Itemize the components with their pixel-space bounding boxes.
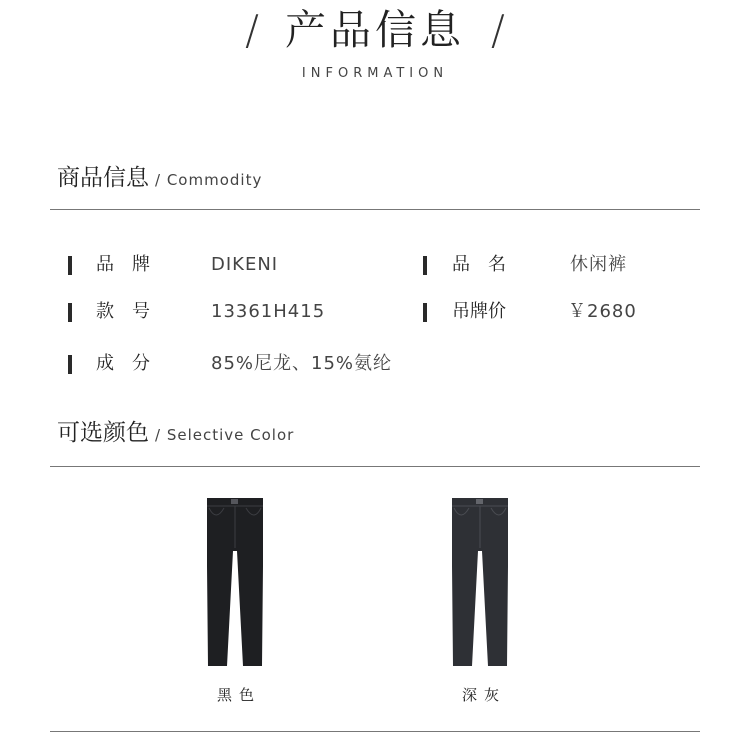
style-number-value: 13361H415 <box>211 301 326 322</box>
header-subtitle: INFORMATION <box>301 66 449 81</box>
color-option-dark-grey-label: 深灰 <box>461 686 506 704</box>
product-name-marker <box>423 256 427 275</box>
pants-black-image <box>204 496 266 668</box>
commodity-divider <box>50 209 700 210</box>
style-number-marker <box>68 303 72 322</box>
color-section-title <box>57 418 294 450</box>
product-name-label: 品 名 <box>452 254 506 275</box>
color-divider <box>50 466 700 467</box>
commodity-title-en: / Commodity <box>155 171 263 189</box>
tag-price-value: ￥2680 <box>568 301 637 322</box>
pants-dark-grey-image <box>449 496 511 668</box>
header-slash-left: / <box>245 6 259 54</box>
composition-value: 85%尼龙、15%氨纶 <box>211 353 393 374</box>
color-title-zh: 可选颜色 <box>57 420 149 446</box>
brand-value: DIKENI <box>211 254 279 275</box>
header-slash-right: / <box>491 6 505 54</box>
header-title-text: 产品信息 <box>285 6 465 54</box>
brand-label: 品 牌 <box>96 254 150 275</box>
tag-price-label: 吊牌价 <box>452 301 506 322</box>
color-option-dark-grey[interactable] <box>449 496 511 668</box>
tag-price-marker <box>423 303 427 322</box>
color-title-en: / Selective Color <box>155 426 295 444</box>
commodity-section-title <box>57 163 262 195</box>
page-header-title <box>0 6 750 54</box>
composition-label: 成 分 <box>96 353 150 374</box>
style-number-label: 款 号 <box>96 301 150 322</box>
brand-marker <box>68 256 72 275</box>
composition-marker <box>68 355 72 374</box>
bottom-divider <box>50 731 700 732</box>
commodity-title-zh: 商品信息 <box>57 165 149 191</box>
color-option-black-label: 黑色 <box>216 686 261 704</box>
product-name-value: 休闲裤 <box>570 254 627 275</box>
color-option-black[interactable] <box>204 496 266 668</box>
